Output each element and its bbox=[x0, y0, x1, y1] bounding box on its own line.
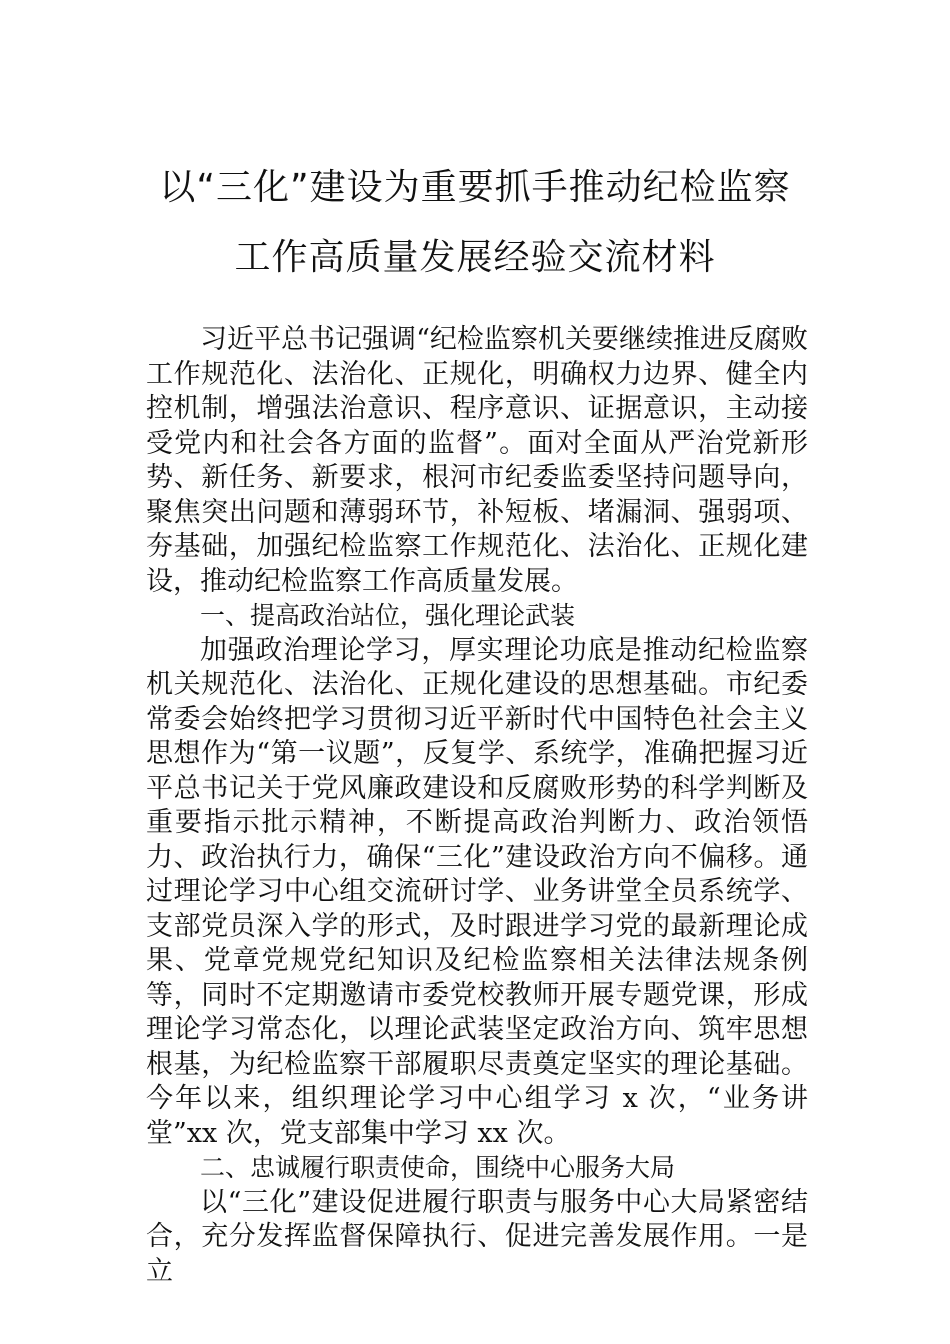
section-2-paragraph: 以“三化”建设促进履行职责与服务中心大局紧密结合，充分发挥监督保障执行、促进完善发展作用。一是立 bbox=[146, 1186, 808, 1287]
intro-paragraph: 习近平总书记强调“纪检监察机关要继续推进反腐败工作规范化、法治化、正规化，明确权力边界、健全内控机制，增强法治意识、程序意识、证据意识，主动接受党内和社会各方面的监督”。面对全面从严治党新形势、新任务、新要求，根河市纪委监委坚持问题导向，聚焦突出问题和薄弱环节，补短板、堵漏洞、强弱项、夯基础，加强纪检监察工作规范化、法治化、正规化建设，推动纪检监察工作高质量发展。 bbox=[146, 324, 808, 597]
section-1-paragraph: 加强政治理论学习，厚实理论功底是推动纪检监察机关规范化、法治化、正规化建设的思想基础。市纪委常委会始终把学习贯彻习近平新时代中国特色社会主义思想作为“第一议题”，反复学、系统学，准确把握习近平总书记关于党风廉政建设和反腐败形势的科学判断及重要指示批示精神，不断提高政治判断力、政治领悟力、政治执行力，确保“三化”建设政治方向不偏移。通过理论学习中心组交流研讨学、业务讲堂全员系统学、支部党员深入学的形式，及时跟进学习党的最新理论成果、党章党规党纪知识及纪检监察相关法律法规条例等，同时不定期邀请市委党校教师开展专题党课，形成理论学习常态化，以理论武装坚定政治方向、筑牢思想根基，为纪检监察干部履职尽责奠定坚实的理论基础。今年以来，组织理论学习中心组学习 x 次，“业务讲堂”xx 次，党支部集中学习 xx 次。 bbox=[146, 634, 808, 1149]
section-heading-2: 二、忠诚履行职责使命，围绕中心服务大局 bbox=[200, 1153, 676, 1182]
document-title-line-1: 以“三化”建设为重要抓手推动纪检监察 bbox=[159, 167, 791, 208]
document-body bbox=[146, 323, 808, 1289]
section-heading-1: 一、提高政治站位，强化理论武装 bbox=[200, 601, 576, 630]
document-title-line-2: 工作高质量发展经验交流材料 bbox=[234, 237, 716, 278]
